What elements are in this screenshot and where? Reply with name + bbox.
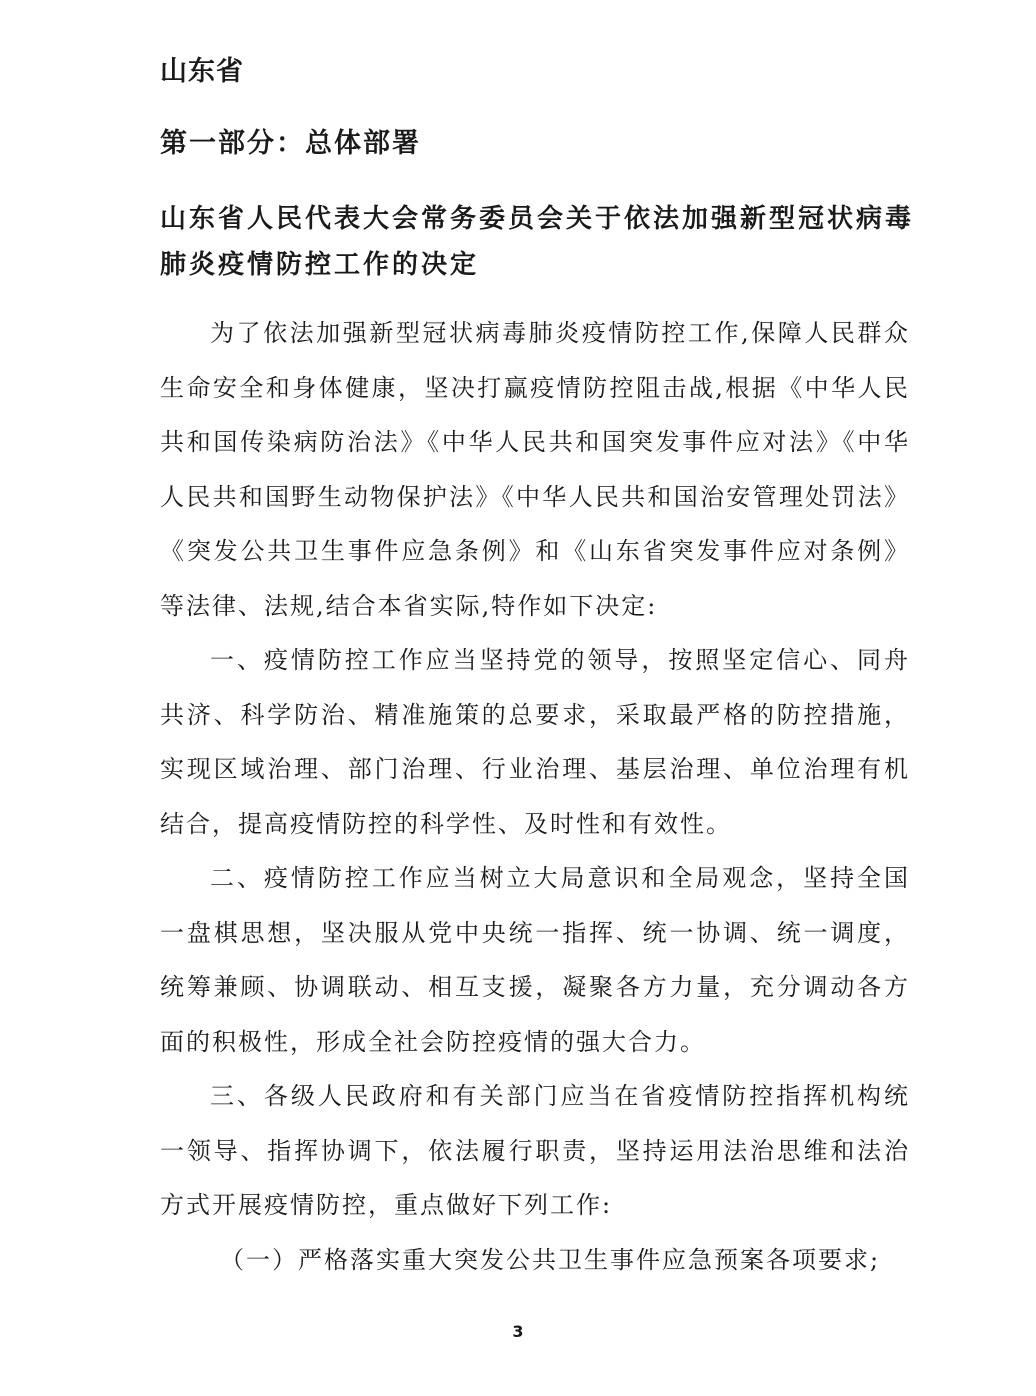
article-two-paragraph: 二、疫情防控工作应当树立大局意识和全局观念，坚持全国一盘棋思想，坚决服从党中央统一指挥、统一协调、统一调度，统筹兼顾、协调联动、相互支援，凝聚各方力量，充分调动各方面的积极性，形成全社会防控疫情的强大合力。 [160,864,910,1056]
page-number: 3 [512,1322,524,1341]
article-one-paragraph: 一、疫情防控工作应当坚持党的领导，按照坚定信心、同舟共济、科学防治、精准施策的总要求，采取最严格的防控措施，实现区域治理、部门治理、行业治理、基层治理、单位治理有机结合，提高疫情防控的科学性、及时性和有效性。 [160,646,910,838]
section-title: 第一部分：总体部署 [160,128,421,159]
preamble-paragraph: 为了依法加强新型冠状病毒肺炎疫情防控工作,保障人民群众生命安全和身体健康，坚决打赢疫情防控阻击战,根据《中华人民共和国传染病防治法》《中华人民共和国突发事件应对法》《中华人民共和国野生动物保护法》《中华人民共和国治安管理处罚法》《突发公共卫生事件应急条例》和《山东省突发事件应对条例》等法律、法规,结合本省实际,特作如下决定: [160,319,910,620]
province-heading: 山东省 [160,56,244,87]
sub-item-one: （一）严格落实重大突发公共卫生事件应急预案各项要求; [220,1245,881,1274]
article-three-paragraph: 三、各级人民政府和有关部门应当在省疫情防控指挥机构统一领导、指挥协调下，依法履行职责，坚持运用法治思维和法治方式开展疫情防控，重点做好下列工作: [160,1082,910,1219]
document-body [160,306,910,1287]
document-title: 山东省人民代表大会常务委员会关于依法加强新型冠状病毒肺炎疫情防控工作的决定 [160,204,915,280]
